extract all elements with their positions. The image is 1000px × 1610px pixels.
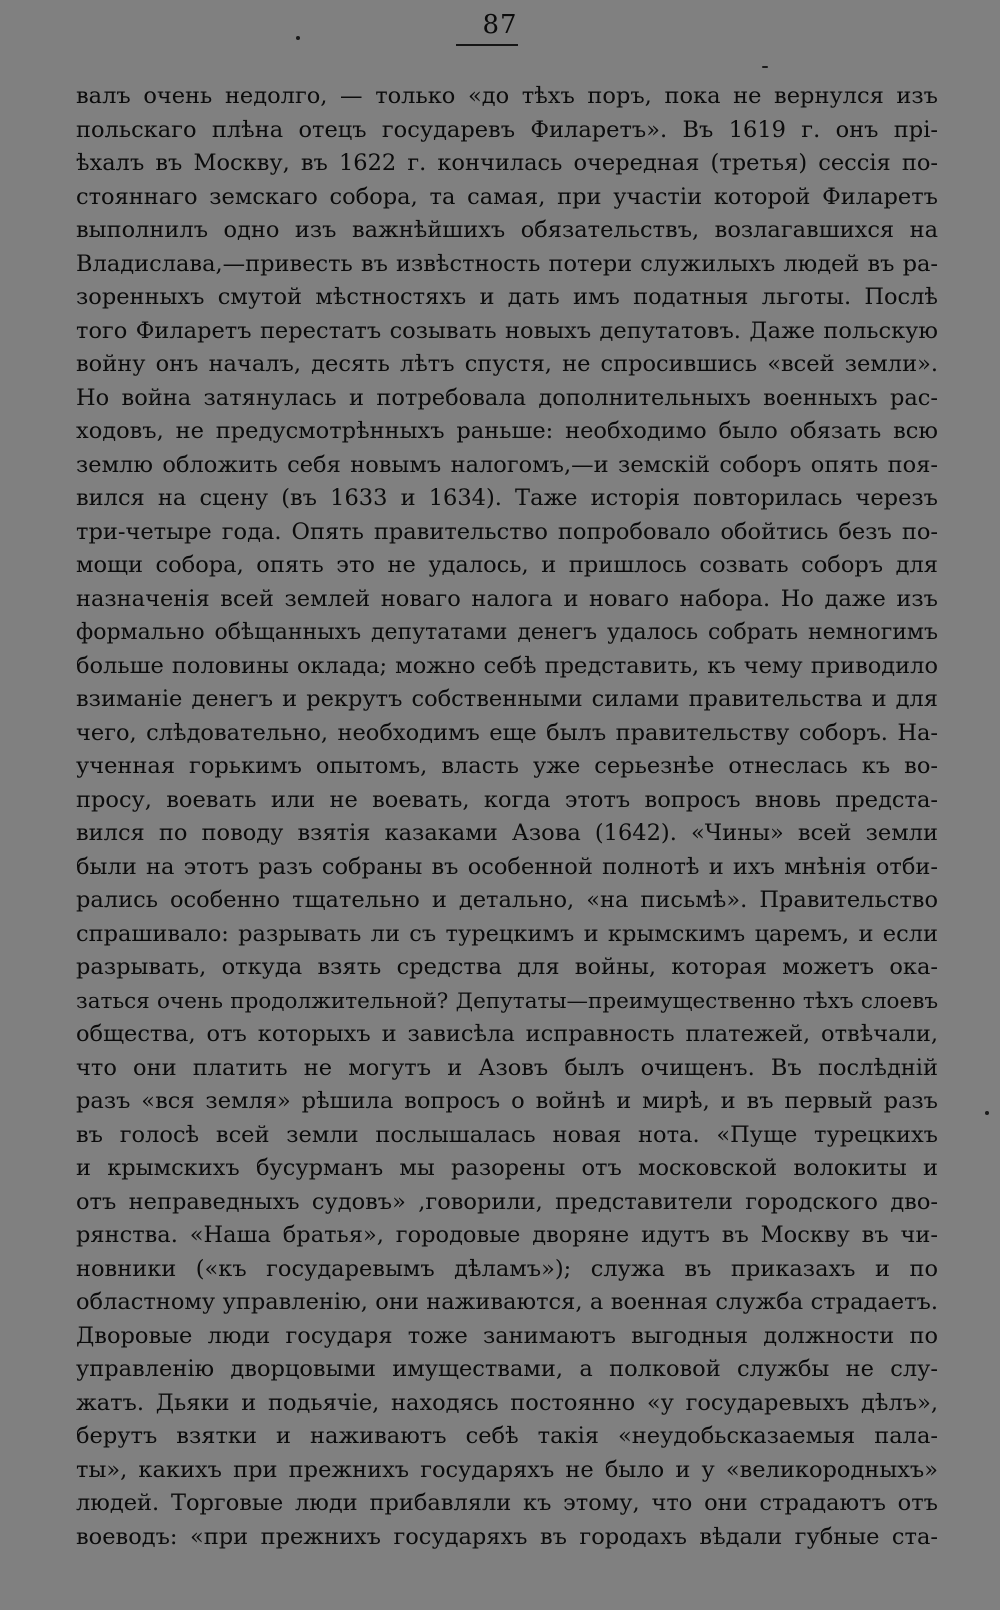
text-line: ѣхалъ въ Москву, въ 1622 г. кончилась очередная (третья) сессія по- xyxy=(76,150,938,176)
text-line: зоренныхъ смутой мѣстностяхъ и дать имъ податныя льготы. Послѣ xyxy=(76,284,938,310)
text-line: людей. Торговые люди прибавляли къ этому, что они страдаютъ отъ xyxy=(76,1490,938,1516)
text-line: разъ «вся земля» рѣшила вопросъ о войнѣ и мирѣ, и въ первый разъ xyxy=(76,1088,938,1114)
page-number: 87 xyxy=(482,10,518,40)
text-line: были на этотъ разъ собраны въ особенной полнотѣ и ихъ мнѣнія отби- xyxy=(76,853,938,880)
text-line: больше половины оклада; можно себѣ представить, къ чему приводило xyxy=(76,652,938,679)
text-line: Но война затянулась и потребовала дополнительныхъ военныхъ рас- xyxy=(76,384,938,411)
text-line: мощи собора, опять это не удалось, и пришлось созвать соборъ для xyxy=(76,552,938,578)
text-line: взиманіе денегъ и рекрутъ собственными силами правительства и для xyxy=(76,686,938,712)
page-number-underline xyxy=(456,44,518,46)
body-text xyxy=(76,80,938,1554)
text-line: войну онъ началъ, десять лѣтъ спустя, не спросившись «всей земли». xyxy=(76,351,938,377)
text-line: управленію дворцовыми имуществами, а полковой службы не слу- xyxy=(76,1356,938,1382)
text-line: того Филаретъ перестатъ созывать новыхъ депутатовъ. Даже польскую xyxy=(76,317,938,344)
text-line: рянства. «Наша братья», городовые дворяне идутъ въ Москву въ чи- xyxy=(76,1222,938,1248)
text-line: формально обѣщанныхъ депутатами денегъ удалось собрать немногимъ xyxy=(76,620,938,645)
text-line: просу, воевать или не воевать, когда этотъ вопросъ вновь предста- xyxy=(76,786,938,813)
text-line: землю обложить себя новымъ налогомъ,—и земскій соборъ опять поя- xyxy=(76,451,938,478)
text-line: въ голосѣ всей земли послышалась новая нота. «Пуще турецкихъ xyxy=(76,1121,938,1148)
text-line: выполнилъ одно изъ важнѣйшихъ обязательствъ, возлагавшихся на xyxy=(76,217,938,243)
text-line: разрывать, откуда взять средства для войны, которая можетъ ока- xyxy=(76,954,938,980)
text-line: что они платить не могутъ и Азовъ былъ очищенъ. Въ послѣдній xyxy=(76,1054,938,1081)
text-line: вился на сцену (въ 1633 и 1634). Таже исторія повторилась черезъ xyxy=(76,485,938,511)
text-line: Владислава,—привесть въ извѣстность потери служилыхъ людей въ ра- xyxy=(76,250,938,277)
text-line: рались особенно тщательно и детально, «на письмѣ». Правительство xyxy=(76,887,938,913)
text-line: воеводъ: «при прежнихъ государяхъ въ городахъ вѣдали губные ста- xyxy=(76,1523,938,1550)
text-line: общества, отъ которыхъ и зависѣла исправность платежей, отвѣчали, xyxy=(76,1021,938,1047)
scan-speck xyxy=(985,1111,989,1115)
text-line: ходовъ, не предусмотрѣнныхъ раньше: необходимо было обязать всю xyxy=(76,418,938,444)
text-line: чего, слѣдовательно, необходимъ еще былъ правительству соборъ. На- xyxy=(76,719,938,746)
text-line: областному управленію, они наживаются, а военная служба страдаетъ. xyxy=(76,1289,938,1315)
text-line: ты», какихъ при прежнихъ государяхъ не было и у «великородныхъ» xyxy=(76,1456,938,1483)
text-line: жатъ. Дьяки и подьячіе, находясь постоянно «у государевыхъ дѣлъ», xyxy=(76,1389,938,1416)
text-line: назначенія всей землей новаго налога и новаго набора. Но даже изъ xyxy=(76,585,938,612)
text-line: берутъ взятки и наживаютъ себѣ такія «неудобьсказаемыя пала- xyxy=(76,1423,938,1449)
text-line: валъ очень недолго, — только «до тѣхъ поръ, пока не вернулся изъ xyxy=(76,83,938,109)
text-line: отъ неправедныхъ судовъ» ,говорили, представители городского дво- xyxy=(76,1188,938,1215)
text-line: Дворовые люди государя тоже занимаютъ выгодныя должности по xyxy=(76,1322,938,1349)
text-line: и крымскихъ бусурманъ мы разорены отъ московской волокиты и xyxy=(76,1155,938,1181)
text-line: новники («къ государевымъ дѣламъ»); служа въ приказахъ и по xyxy=(76,1255,938,1282)
scan-speck xyxy=(762,66,768,68)
text-line: заться очень продолжительной? Депутаты—преимущественно тѣхъ слоевъ xyxy=(76,988,938,1014)
text-line: ученная горькимъ опытомъ, власть уже серьезнѣе отнеслась къ во- xyxy=(76,753,938,779)
text-line: польскаго плѣна отецъ государевъ Филаретъ». Въ 1619 г. онъ прі- xyxy=(76,116,938,143)
text-line: вился по поводу взятія казаками Азова (1642). «Чины» всей земли xyxy=(76,820,938,846)
text-line: три-четыре года. Опять правительство попробовало обойтись безъ по- xyxy=(76,518,938,545)
text-line: стояннаго земскаго собора, та самая, при участіи которой Филаретъ xyxy=(76,183,938,210)
scan-speck xyxy=(296,36,300,40)
text-line: спрашивало: разрывать ли съ турецкимъ и крымскимъ царемъ, и если xyxy=(76,920,938,947)
